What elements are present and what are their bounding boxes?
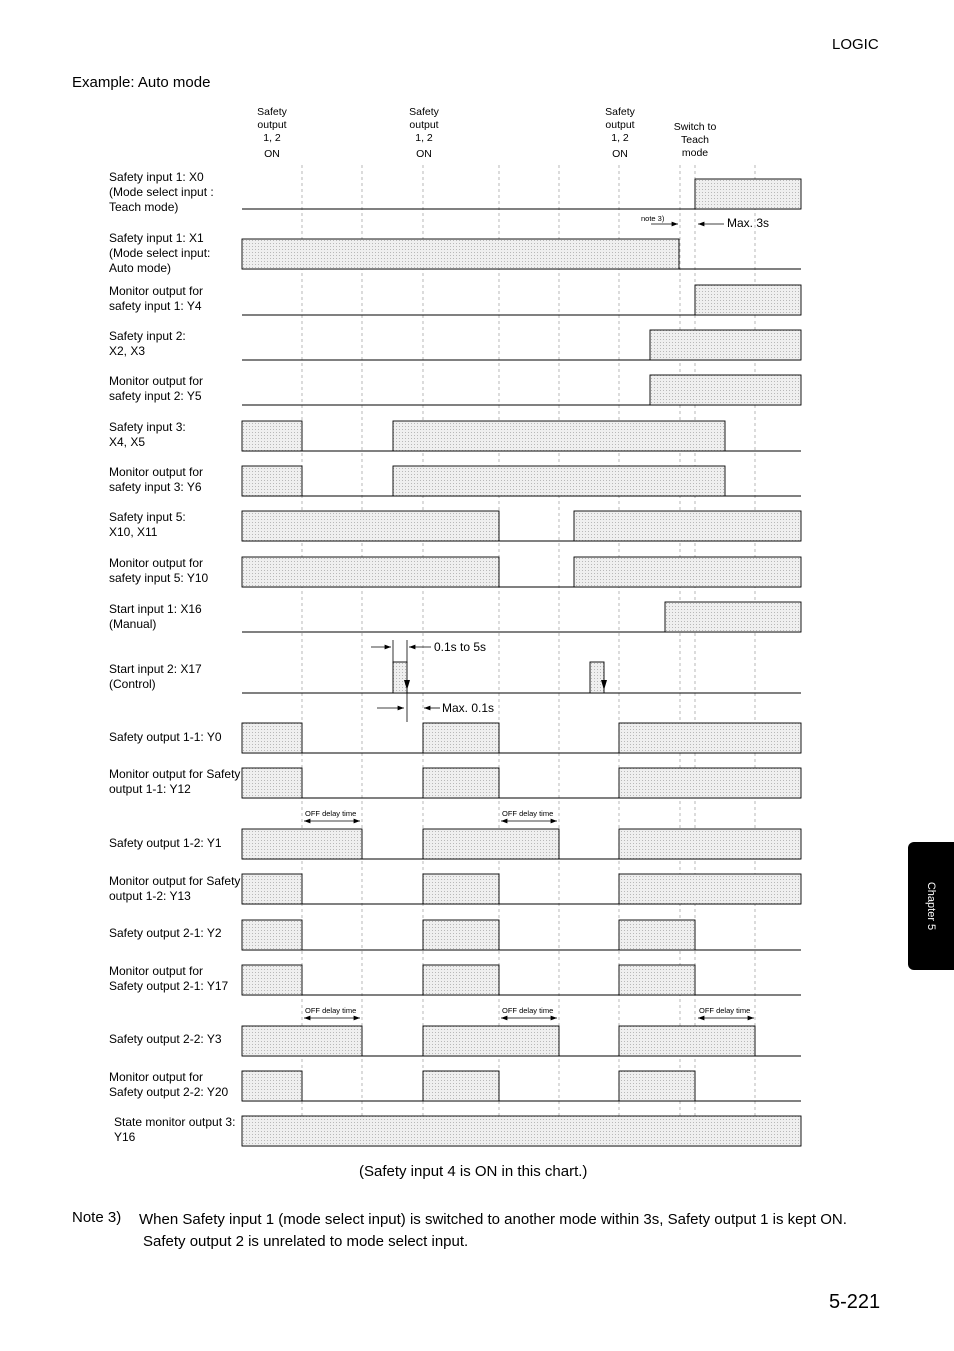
top-label-switch-teach: Switch to Teach mode [673,121,717,159]
off-delay-y1-1 [304,809,360,821]
svg-text:OFF delay time: OFF delay time [502,1006,554,1015]
signal-label-x10-x11: Safety input 5: X10, X11 [109,510,186,539]
signal-label-y20: Monitor output for Safety output 2-2: Y20 [109,1070,229,1099]
waveform-high-pulse [619,874,801,904]
top-label-safety-output-3: Safety output 1, 2 [605,106,635,144]
waveform-row [242,829,801,859]
waveform-row [242,285,801,315]
waveform-row [242,179,801,209]
signal-label-y4: Monitor output for safety input 1: Y4 [109,284,204,313]
section-header: LOGIC [832,36,879,53]
top-label-safety-output-2: Safety output 1, 2 [409,106,439,144]
chapter-tab: Chapter 5 [908,842,954,970]
waveform-high-pulse [619,920,695,950]
signal-label-y2: Safety output 2-1: Y2 [109,926,222,940]
signal-label-y6: Monitor output for safety input 3: Y6 [109,465,204,494]
note-line-1: When Safety input 1 (mode select input) is switched to another mode within 3s, Safety output 1 is kept ON. [139,1211,847,1228]
waveform-high-pulse [650,375,801,405]
signal-label-y12: Monitor output for Safety output 1-1: Y12 [109,767,241,796]
signal-label-x1: Safety input 1: X1 (Mode select input: Auto mode) [109,231,211,275]
example-title: Example: Auto mode [72,74,211,91]
off-delay-y3-2 [501,1006,557,1018]
waveform-row [242,557,801,587]
waveform-high-pulse [242,965,302,995]
note-text [139,1209,899,1253]
off-delay-y3-1 [304,1006,360,1018]
chart-caption: (Safety input 4 is ON in this chart.) [359,1163,588,1180]
note-line-2: Safety output 2 is unrelated to mode select input. [143,1233,469,1250]
waveform-high-pulse [242,1071,302,1101]
waveform-row [242,466,801,496]
signal-label-y0: Safety output 1-1: Y0 [109,730,222,744]
note3-label: note 3) [641,214,665,223]
waveform-high-pulse [590,662,604,693]
waveform-high-pulse [665,602,801,632]
signal-label-y10: Monitor output for safety input 5: Y10 [109,556,209,585]
waveform-high-pulse [423,1071,499,1101]
signal-label-x17: Start input 2: X17 (Control) [109,662,202,691]
waveform-row [242,874,801,904]
page-number: 5-221 [829,1291,881,1313]
waveform-row [242,421,801,451]
waveform-high-pulse [242,557,499,587]
waveform-high-pulse [242,768,302,798]
top-label-safety-output-1: Safety output 1, 2 [257,106,287,144]
waveform-row [242,330,801,360]
waveform-row [242,1116,801,1146]
waveform-high-pulse [423,723,499,753]
signal-label-y13: Monitor output for Safety output 1-2: Y13 [109,874,241,903]
waveform-high-pulse [650,330,801,360]
waveform-high-pulse [619,1026,755,1056]
off-delay-y3-3 [698,1006,754,1018]
signal-label-y5: Monitor output for safety input 2: Y5 [109,374,204,403]
waveform-row [242,1071,801,1101]
waveform-high-pulse [423,768,499,798]
waveform-high-pulse [242,874,302,904]
waveform-high-pulse [242,829,362,859]
signal-label-y16: State monitor output 3: Y16 [114,1115,236,1144]
waveform-row [242,375,801,405]
svg-text:OFF delay time: OFF delay time [305,1006,357,1015]
waveform-row [242,965,801,995]
waveform-high-pulse [242,1026,362,1056]
waveform-high-pulse [242,239,679,269]
waveform-high-pulse [423,1026,559,1056]
pulse-width-label: 0.1s to 5s [434,640,487,654]
svg-text:OFF delay time: OFF delay time [305,809,357,818]
waveform-high-pulse [619,965,695,995]
waveform-row [242,723,801,753]
waveform-row [242,920,801,950]
waveform-high-pulse [423,874,499,904]
waveform-high-pulse [242,920,302,950]
waveform-high-pulse [242,723,302,753]
waveforms [242,179,801,1146]
waveform-high-pulse [423,965,499,995]
off-delay-y1-2 [501,809,557,821]
waveform-high-pulse [242,466,302,496]
waveform-high-pulse [619,768,801,798]
signal-label-x16: Start input 1: X16 (Manual) [109,602,202,631]
waveform-high-pulse [619,723,801,753]
max3s-label: Max. 3s [727,216,770,230]
waveform-high-pulse [393,421,725,451]
waveform-row [242,662,801,693]
waveform-high-pulse [695,285,801,315]
waveform-high-pulse [423,920,499,950]
waveform-row [242,511,801,541]
waveform-row [242,239,801,269]
time-guide-lines [302,165,755,1146]
waveform-high-pulse [695,179,801,209]
top-label-on-1: ON [264,148,280,160]
waveform-high-pulse [242,511,499,541]
waveform-high-pulse [393,466,725,496]
svg-text:OFF delay time: OFF delay time [502,809,554,818]
waveform-high-pulse [574,511,801,541]
max01s-label: Max. 0.1s [442,701,495,715]
signal-label-x2-x3: Safety input 2: X2, X3 [109,329,186,358]
signal-label-y1: Safety output 1-2: Y1 [109,836,222,850]
waveform-row [242,602,801,632]
waveform-high-pulse [242,421,302,451]
waveform-high-pulse [242,1116,801,1146]
signal-label-y3: Safety output 2-2: Y3 [109,1032,222,1046]
waveform-high-pulse [423,829,559,859]
waveform-high-pulse [393,662,407,693]
top-label-on-2: ON [416,148,432,160]
signal-label-y17: Monitor output for Safety output 2-1: Y17 [109,964,229,993]
top-label-on-3: ON [612,148,628,160]
waveform-high-pulse [619,829,801,859]
waveform-high-pulse [574,557,801,587]
svg-text:OFF delay time: OFF delay time [699,1006,751,1015]
signal-label-x0: Safety input 1: X0 (Mode select input : Teach mode) [109,170,214,214]
waveform-row [242,768,801,798]
signal-label-x4-x5: Safety input 3: X4, X5 [109,420,186,449]
note-label: Note 3) [72,1209,122,1226]
waveform-high-pulse [619,1071,695,1101]
waveform-row [242,1026,801,1056]
